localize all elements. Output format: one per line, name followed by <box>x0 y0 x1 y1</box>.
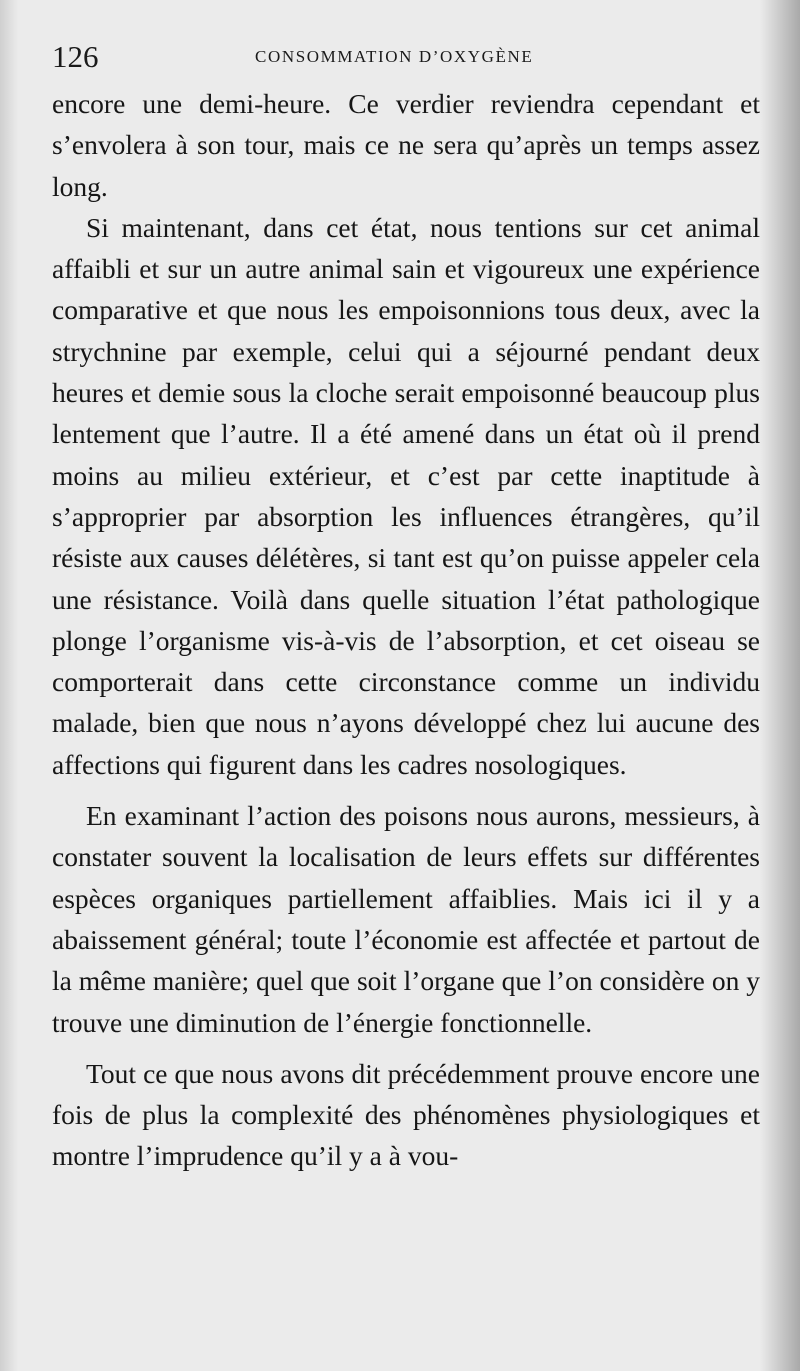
paragraph-2: Si maintenant, dans cet état, nous tentions sur cet animal affaibli et sur un autre animal sain et vigoureux une expérience comparative et que nous les empoisonnions tous deux, avec la strychnine par exemple, celui qui a séjourné pendant deux heures et demie sous la cloche serait empoisonné beaucoup plus lentement que l’autre. Il a été amené dans un état où il prend moins au milieu extérieur, et c’est par cette inaptitude à s’approprier par absorption les influences étrangères, qu’il résiste aux causes délétères, si tant est qu’on puisse appeler cela une résistance. Voilà dans quelle situation l’état pathologique plonge l’organisme vis-à-vis de l’absorption, et cet oiseau se comporterait dans cette circonstance comme un individu malade, bien que nous n’ayons développé chez lui aucune des affections qui figurent dans les cadres nosologiques. <box>52 211 760 780</box>
body-text <box>52 83 760 1177</box>
page-header <box>50 38 760 78</box>
paragraph-1: encore une demi-heure. Ce verdier reviendra cependant et s’envolera à son tour, mais ce ne sera qu’après un temps assez long. <box>52 88 760 202</box>
page-number: 126 <box>52 39 99 74</box>
paragraph-4: Tout ce que nous avons dit précédemment prouve encore une fois de plus la complexité des phénomènes physiologiques et montre l’imprudence qu’il y a à vou- <box>52 1057 760 1172</box>
running-title: CONSOMMATION D’OXYGÈNE <box>255 47 534 66</box>
paragraph-3: En examinant l’action des poisons nous aurons, messieurs, à constater souvent la localisation de leurs effets sur différentes espèces organiques partiellement affaiblies. Mais ici il y a abaissement général; toute l’économie est affectée et partout de la même manière; quel que soit l’organe que l’on considère on y trouve une diminution de l’énergie fonctionnelle. <box>52 800 760 1038</box>
